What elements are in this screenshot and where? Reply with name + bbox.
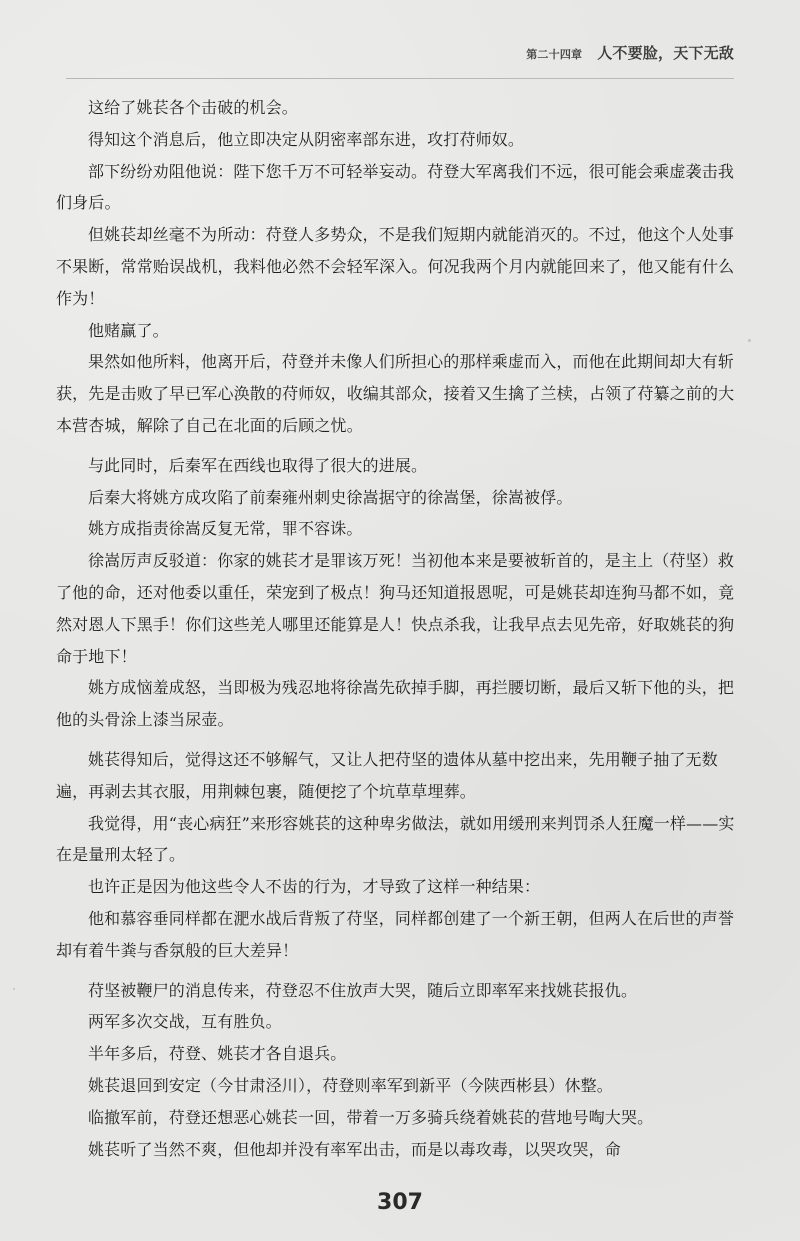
paragraph-8: 后秦大将姚方成攻陷了前秦雍州刺史徐嵩据守的徐嵩堡，徐嵩被俘。 [88, 487, 573, 507]
chapter-title: 人不要脸，天下无敌 [597, 44, 734, 62]
paragraph-4: 但姚苌却丝毫不为所动：苻登人多势众，不是我们短期内就能消灭的。不过，他这个人处事不果断，常常贻误战机，我料他必然不会轻军深入。何况我两个月内就能回来了，他又能有什么作为！ [56, 225, 735, 308]
header-rule [66, 78, 734, 79]
paragraph-2: 得知这个消息后，他立即决定从阴密率部东进，攻打苻师奴。 [88, 129, 525, 149]
paragraph-16: 苻坚被鞭尸的消息传来，苻登忍不住放声大哭，随后立即率军来找姚苌报仇。 [88, 980, 638, 1000]
paragraph-3: 部下纷纷劝阻他说：陛下您千万不可轻举妄动。苻登大军离我们不远，很可能会乘虚袭击我们身后。 [56, 161, 735, 213]
paragraph-15: 他和慕容垂同样都在淝水战后背叛了苻坚，同样都创建了一个新王朝，但两人在后世的声誉却有着牛粪与香氛般的巨大差异！ [56, 908, 735, 960]
page-number: 307 [377, 1190, 423, 1215]
paragraph-10: 徐嵩厉声反驳道：你家的姚苌才是罪该万死！当初他本来是要被斩首的，是主上（苻坚）救了他的命，还对他委以重任，荣宠到了极点！狗马还知道报恩呢，可是姚苌却连狗马都不如，竟然对恩人下黑手！你们这些羌人哪里还能算是人！快点杀我，让我早点去见先帝，好取姚苌的狗命于地下！ [56, 551, 735, 666]
body-text [56, 92, 743, 1165]
paragraph-12: 姚苌得知后，觉得这还不够解气，又让人把苻坚的遗体从墓中挖出来，先用鞭子抽了无数遍，再剥去其衣服，用荆棘包裹，随便挖了个坑草草埋葬。 [56, 749, 718, 801]
paragraph-19: 姚苌退回到安定（今甘肃泾川），苻登则率军到新平（今陕西彬县）休整。 [88, 1075, 613, 1095]
paragraph-18: 半年多后，苻登、姚苌才各自退兵。 [88, 1044, 347, 1064]
paragraph-21: 姚苌听了当然不爽，但他却并没有率军出击，而是以毒攻毒，以哭攻哭，命 [88, 1139, 621, 1159]
running-header [526, 42, 734, 63]
paragraph-11: 姚方成恼羞成怒，当即极为残忍地将徐嵩先砍掉手脚，再拦腰切断，最后又斩下他的头，把他的头骨涂上漆当尿壶。 [56, 678, 735, 730]
paragraph-13: 我觉得，用“丧心病狂”来形容姚苌的这种卑劣做法，就如用缓刑来判罚杀人狂魔一样——实在是量刑太轻了。 [56, 813, 735, 865]
scan-speck [13, 988, 15, 990]
scan-speck [748, 339, 751, 342]
paragraph-17: 两军多次交战，互有胜负。 [88, 1012, 282, 1032]
paragraph-14: 也许正是因为他这些令人不齿的行为，才导致了这样一种结果： [88, 877, 541, 897]
paragraph-7: 与此同时，后秦军在西线也取得了很大的进展。 [88, 455, 428, 475]
paragraph-5: 他赌赢了。 [88, 320, 169, 340]
paragraph-6: 果然如他所料，他离开后，苻登并未像人们所担心的那样乘虚而入，而他在此期间却大有斩获，先是击败了早已军心涣散的苻师奴，收编其部众，接着又生擒了兰椟，占领了苻纂之前的大本营杏城，解除了自己在北面的后顾之忧。 [56, 352, 735, 435]
chapter-label: 第二十四章 [526, 48, 583, 61]
paragraph-9: 姚方成指责徐嵩反复无常，罪不容诛。 [88, 519, 363, 539]
paragraph-1: 这给了姚苌各个击破的机会。 [88, 98, 298, 117]
paragraph-20: 临撤军前，苻登还想恶心姚苌一回，带着一万多骑兵绕着姚苌的营地号啕大哭。 [88, 1107, 654, 1127]
